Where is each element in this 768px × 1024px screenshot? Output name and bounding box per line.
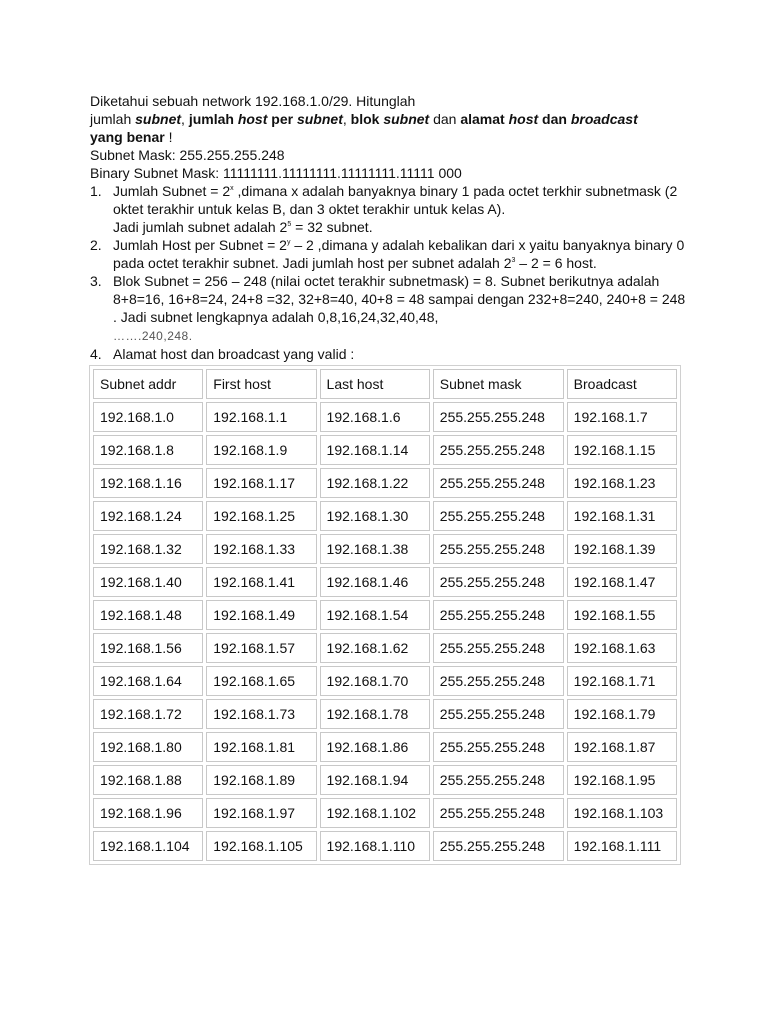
table-cell: 192.168.1.47 (567, 567, 677, 597)
table-cell: 192.168.1.94 (320, 765, 430, 795)
table-cell: 192.168.1.48 (93, 600, 203, 630)
q-subnet: subnet (383, 111, 430, 127)
table-cell: 192.168.1.104 (93, 831, 203, 861)
table-row (93, 600, 677, 630)
table-cell: 192.168.1.41 (206, 567, 316, 597)
table-row (93, 468, 677, 498)
table-cell: 192.168.1.7 (567, 402, 677, 432)
table-cell: 192.168.1.30 (320, 501, 430, 531)
steps-list (90, 182, 690, 363)
table-cell: 255.255.255.248 (433, 600, 564, 630)
list-number: 3. (90, 273, 102, 289)
q-blok: blok (350, 111, 384, 127)
table-cell: 255.255.255.248 (433, 798, 564, 828)
q-subnet: subnet (296, 111, 343, 127)
table-cell: 192.168.1.56 (93, 633, 203, 663)
table-cell: 192.168.1.22 (320, 468, 430, 498)
q-host: host (508, 111, 539, 127)
table-cell: 192.168.1.102 (320, 798, 430, 828)
table-cell: 255.255.255.248 (433, 765, 564, 795)
list-number: 1. (90, 183, 102, 199)
table-cell: 192.168.1.1 (206, 402, 316, 432)
table-cell: 192.168.1.103 (567, 798, 677, 828)
column-header: First host (206, 369, 316, 399)
table-cell: 192.168.1.24 (93, 501, 203, 531)
table-cell: 192.168.1.9 (206, 435, 316, 465)
table-cell: 192.168.1.73 (206, 699, 316, 729)
table-cell: 192.168.1.71 (567, 666, 677, 696)
table-cell: 192.168.1.70 (320, 666, 430, 696)
column-header: Subnet mask (433, 369, 564, 399)
table-cell: 255.255.255.248 (433, 435, 564, 465)
step-tail: …….240,248. (113, 329, 193, 343)
table-cell: 192.168.1.57 (206, 633, 316, 663)
q-subnet: subnet (135, 111, 182, 127)
table-cell: 192.168.1.62 (320, 633, 430, 663)
table-cell: 192.168.1.17 (206, 468, 316, 498)
table-row (93, 666, 677, 696)
list-item (90, 345, 690, 363)
table-row (93, 501, 677, 531)
table-cell: 255.255.255.248 (433, 732, 564, 762)
table-cell: 192.168.1.89 (206, 765, 316, 795)
list-item (90, 182, 690, 236)
step-text: Alamat host dan broadcast yang valid : (113, 346, 355, 362)
column-header: Last host (320, 369, 430, 399)
table-cell: 192.168.1.8 (93, 435, 203, 465)
q-dan: dan (538, 111, 571, 127)
table-cell: 192.168.1.87 (567, 732, 677, 762)
table-cell: 192.168.1.49 (206, 600, 316, 630)
table-cell: 192.168.1.32 (93, 534, 203, 564)
superscript: y (286, 239, 291, 246)
document-page (90, 92, 690, 865)
table-row (93, 402, 677, 432)
list-number: 2. (90, 237, 102, 253)
step-text: Jumlah Host per Subnet = 2 (113, 237, 287, 253)
table-cell: 192.168.1.97 (206, 798, 316, 828)
table-cell: 192.168.1.40 (93, 567, 203, 597)
table-cell: 192.168.1.96 (93, 798, 203, 828)
column-header: Subnet addr (93, 369, 203, 399)
q-broadcast: broadcast (570, 111, 638, 127)
table-row (93, 567, 677, 597)
table-cell: 255.255.255.248 (433, 534, 564, 564)
table-cell: 255.255.255.248 (433, 831, 564, 861)
table-cell: 192.168.1.78 (320, 699, 430, 729)
table-cell: 192.168.1.111 (567, 831, 677, 861)
table-cell: 192.168.1.55 (567, 600, 677, 630)
q-per: per (267, 111, 297, 127)
table-cell: 192.168.1.38 (320, 534, 430, 564)
subnet-mask-line: Subnet Mask: 255.255.255.248 (90, 147, 285, 163)
table-cell: 192.168.1.110 (320, 831, 430, 861)
q-alamat: alamat (460, 111, 509, 127)
q-text: jumlah (90, 111, 136, 127)
table-cell: 192.168.1.54 (320, 600, 430, 630)
table-cell: 192.168.1.25 (206, 501, 316, 531)
step-text: = 32 subnet. (291, 219, 373, 235)
table-cell: 192.168.1.6 (320, 402, 430, 432)
superscript: x (230, 185, 234, 192)
table-row (93, 732, 677, 762)
table-cell: 192.168.1.79 (567, 699, 677, 729)
subnet-table (89, 365, 681, 865)
table-cell: 192.168.1.33 (206, 534, 316, 564)
table-row (93, 831, 677, 861)
table-header-row (93, 369, 677, 399)
step-text: Jumlah Subnet = 2 (113, 183, 231, 199)
table-cell: 255.255.255.248 (433, 501, 564, 531)
column-header: Broadcast (567, 369, 677, 399)
step-text: Blok Subnet = 256 – 248 (nilai octet terakhir subnetmask) = 8. Subnet berikutnya adalah 8+8=16, 16+8=24, 24+8 =32, 32+8=40, 40+8 = 48 sampai dengan 232+8=240, 240+8 = 248 . Jadi subnet lengkapnya adalah 0,8,16,24,32,40,48, (113, 273, 686, 325)
table-row (93, 534, 677, 564)
table-row (93, 798, 677, 828)
q-jumlah: jumlah (188, 111, 238, 127)
table-cell: 192.168.1.23 (567, 468, 677, 498)
table-cell: 255.255.255.248 (433, 402, 564, 432)
table-cell: 192.168.1.95 (567, 765, 677, 795)
binary-mask-line: Binary Subnet Mask: 11111111.11111111.11111111.11111 000 (90, 165, 462, 181)
intro-line: Diketahui sebuah network 192.168.1.0/29. Hitunglah (90, 93, 416, 109)
step-text: – 2 = 6 host. (515, 255, 597, 271)
table-cell: 192.168.1.81 (206, 732, 316, 762)
table-cell: 192.168.1.65 (206, 666, 316, 696)
q-host: host (237, 111, 268, 127)
superscript: 3 (511, 257, 516, 264)
table-cell: 192.168.1.14 (320, 435, 430, 465)
list-item (90, 272, 690, 345)
table-cell: 192.168.1.0 (93, 402, 203, 432)
q-text: , (342, 111, 351, 127)
q-text: ! (164, 129, 173, 145)
table-cell: 255.255.255.248 (433, 633, 564, 663)
list-number: 4. (90, 346, 102, 362)
q-text: dan (429, 111, 461, 127)
table-cell: 255.255.255.248 (433, 666, 564, 696)
table-cell: 192.168.1.64 (93, 666, 203, 696)
superscript: 5 (287, 221, 292, 228)
table-cell: 255.255.255.248 (433, 699, 564, 729)
step-text: – 2 ,dimana y adalah kebalikan dari x yaitu banyaknya binary 0 pada octet terakhir subnet. Jadi jumlah host per subnet adalah 2 (113, 237, 685, 271)
table-cell: 192.168.1.72 (93, 699, 203, 729)
table-row (93, 699, 677, 729)
table-cell: 255.255.255.248 (433, 567, 564, 597)
table-cell: 192.168.1.80 (93, 732, 203, 762)
table-cell: 255.255.255.248 (433, 468, 564, 498)
table-cell: 192.168.1.46 (320, 567, 430, 597)
question-line-2 (90, 128, 690, 146)
q-yang-benar: yang benar (90, 129, 165, 145)
q-text: , (181, 111, 189, 127)
table-cell: 192.168.1.105 (206, 831, 316, 861)
step-text: Jadi jumlah subnet adalah 2 (113, 219, 288, 235)
table-cell: 192.168.1.86 (320, 732, 430, 762)
table-cell: 192.168.1.15 (567, 435, 677, 465)
table-cell: 192.168.1.88 (93, 765, 203, 795)
table-row (93, 435, 677, 465)
table-cell: 192.168.1.63 (567, 633, 677, 663)
step-text: ,dimana x adalah banyaknya binary 1 pada octet terkhir subnetmask (2 oktet terakhir untuk kelas B, dan 3 oktet terakhir untuk kelas A). (113, 183, 678, 217)
table-cell: 192.168.1.39 (567, 534, 677, 564)
table-cell: 192.168.1.31 (567, 501, 677, 531)
list-item (90, 236, 690, 272)
question-line (90, 110, 690, 128)
table-row (93, 633, 677, 663)
table-cell: 192.168.1.16 (93, 468, 203, 498)
table-row (93, 765, 677, 795)
